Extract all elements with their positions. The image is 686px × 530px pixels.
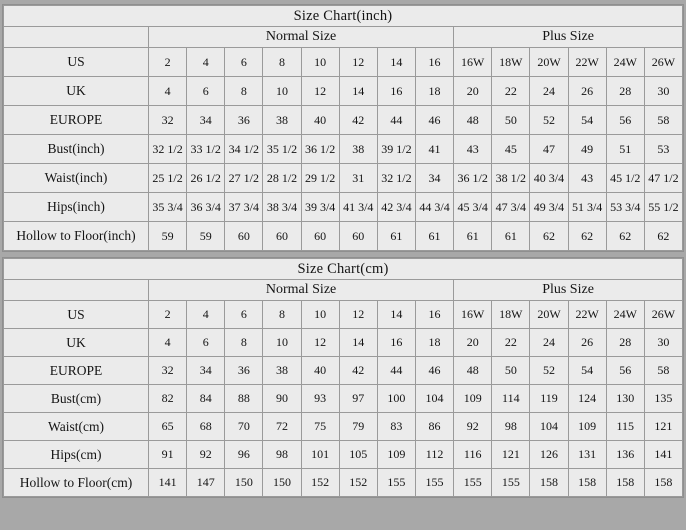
cell: 92 bbox=[187, 441, 225, 469]
cell: 40 bbox=[301, 357, 339, 385]
table-title-row bbox=[4, 259, 683, 280]
cell: 39 3/4 bbox=[301, 193, 339, 222]
cell: 41 bbox=[415, 135, 453, 164]
cell: 98 bbox=[263, 441, 301, 469]
cell: 45 1/2 bbox=[606, 164, 644, 193]
table-row bbox=[4, 413, 683, 441]
cell: 36 1/2 bbox=[454, 164, 492, 193]
cell: 46 bbox=[415, 106, 453, 135]
cell: 32 bbox=[149, 357, 187, 385]
cell: 150 bbox=[263, 469, 301, 497]
cell: 65 bbox=[149, 413, 187, 441]
cell: 36 bbox=[225, 357, 263, 385]
cell: 14 bbox=[377, 301, 415, 329]
cell: 43 bbox=[568, 164, 606, 193]
cell: 10 bbox=[263, 329, 301, 357]
cell: 49 3/4 bbox=[530, 193, 568, 222]
cell: 48 bbox=[454, 106, 492, 135]
cell: 6 bbox=[225, 301, 263, 329]
cell: 12 bbox=[339, 301, 377, 329]
table-row bbox=[4, 441, 683, 469]
cell: 121 bbox=[644, 413, 682, 441]
cell: 52 bbox=[530, 357, 568, 385]
cell: 42 bbox=[339, 106, 377, 135]
cell: 45 3/4 bbox=[454, 193, 492, 222]
cell: 8 bbox=[263, 301, 301, 329]
cell: 116 bbox=[454, 441, 492, 469]
cell: 8 bbox=[263, 48, 301, 77]
cell: 141 bbox=[644, 441, 682, 469]
cell: 158 bbox=[568, 469, 606, 497]
cell: 109 bbox=[377, 441, 415, 469]
table-row bbox=[4, 385, 683, 413]
cell: 104 bbox=[530, 413, 568, 441]
row-label-waist: Waist(inch) bbox=[4, 164, 149, 193]
cell: 152 bbox=[339, 469, 377, 497]
cell: 49 bbox=[568, 135, 606, 164]
cell: 38 3/4 bbox=[263, 193, 301, 222]
cell: 41 3/4 bbox=[339, 193, 377, 222]
cell: 20W bbox=[530, 301, 568, 329]
cell: 105 bbox=[339, 441, 377, 469]
cell: 70 bbox=[225, 413, 263, 441]
cell: 26 1/2 bbox=[187, 164, 225, 193]
cell: 38 bbox=[263, 106, 301, 135]
cell: 47 bbox=[530, 135, 568, 164]
cell: 86 bbox=[415, 413, 453, 441]
cell: 28 bbox=[606, 77, 644, 106]
cell: 51 3/4 bbox=[568, 193, 606, 222]
cell: 27 1/2 bbox=[225, 164, 263, 193]
cell: 75 bbox=[301, 413, 339, 441]
cell: 40 bbox=[301, 106, 339, 135]
cell: 98 bbox=[492, 413, 530, 441]
cell: 54 bbox=[568, 106, 606, 135]
cell: 32 1/2 bbox=[377, 164, 415, 193]
cell: 10 bbox=[263, 77, 301, 106]
cell: 12 bbox=[301, 77, 339, 106]
cell: 26W bbox=[644, 301, 682, 329]
cell: 55 1/2 bbox=[644, 193, 682, 222]
cell: 150 bbox=[225, 469, 263, 497]
table-row bbox=[4, 48, 683, 77]
cell: 32 bbox=[149, 106, 187, 135]
cell: 101 bbox=[301, 441, 339, 469]
cell: 28 1/2 bbox=[263, 164, 301, 193]
row-label-uk: UK bbox=[4, 329, 149, 357]
cell: 147 bbox=[187, 469, 225, 497]
cell: 141 bbox=[149, 469, 187, 497]
cell: 155 bbox=[492, 469, 530, 497]
cell: 115 bbox=[606, 413, 644, 441]
cell: 58 bbox=[644, 357, 682, 385]
cell: 20 bbox=[454, 77, 492, 106]
table-row bbox=[4, 77, 683, 106]
cell: 18W bbox=[492, 48, 530, 77]
cell: 34 bbox=[415, 164, 453, 193]
cell: 158 bbox=[606, 469, 644, 497]
cell: 24W bbox=[606, 301, 644, 329]
group-header-empty bbox=[4, 27, 149, 48]
table-row bbox=[4, 135, 683, 164]
table-row bbox=[4, 164, 683, 193]
cell: 20W bbox=[530, 48, 568, 77]
table-row bbox=[4, 222, 683, 251]
cell: 26W bbox=[644, 48, 682, 77]
cell: 82 bbox=[149, 385, 187, 413]
cell: 6 bbox=[187, 77, 225, 106]
cell: 92 bbox=[454, 413, 492, 441]
cell: 6 bbox=[187, 329, 225, 357]
cell: 35 1/2 bbox=[263, 135, 301, 164]
cell: 61 bbox=[377, 222, 415, 251]
size-chart-cm-block bbox=[2, 257, 684, 498]
cell: 44 bbox=[377, 106, 415, 135]
cell: 158 bbox=[644, 469, 682, 497]
cell: 51 bbox=[606, 135, 644, 164]
cell: 42 bbox=[339, 357, 377, 385]
row-label-waist: Waist(cm) bbox=[4, 413, 149, 441]
cell: 14 bbox=[339, 329, 377, 357]
group-header-plus-size: Plus Size bbox=[454, 27, 683, 48]
cell: 16 bbox=[377, 329, 415, 357]
cell: 24 bbox=[530, 329, 568, 357]
page-title: Size Chart(cm) bbox=[4, 259, 683, 280]
cell: 10 bbox=[301, 301, 339, 329]
group-header-normal-size: Normal Size bbox=[149, 280, 454, 301]
cell: 31 bbox=[339, 164, 377, 193]
cell: 28 bbox=[606, 329, 644, 357]
group-header-normal-size: Normal Size bbox=[149, 27, 454, 48]
cell: 155 bbox=[377, 469, 415, 497]
cell: 91 bbox=[149, 441, 187, 469]
cell: 109 bbox=[568, 413, 606, 441]
cell: 36 bbox=[225, 106, 263, 135]
cell: 16 bbox=[377, 77, 415, 106]
cell: 34 1/2 bbox=[225, 135, 263, 164]
row-label-europe: EUROPE bbox=[4, 357, 149, 385]
cell: 46 bbox=[415, 357, 453, 385]
cell: 135 bbox=[644, 385, 682, 413]
cell: 60 bbox=[263, 222, 301, 251]
cell: 62 bbox=[568, 222, 606, 251]
cell: 14 bbox=[377, 48, 415, 77]
cell: 38 bbox=[339, 135, 377, 164]
cell: 24 bbox=[530, 77, 568, 106]
cell: 4 bbox=[149, 77, 187, 106]
cell: 12 bbox=[339, 48, 377, 77]
cell: 56 bbox=[606, 357, 644, 385]
cell: 35 3/4 bbox=[149, 193, 187, 222]
cell: 59 bbox=[149, 222, 187, 251]
cell: 114 bbox=[492, 385, 530, 413]
cell: 22 bbox=[492, 77, 530, 106]
size-chart-inch-table bbox=[3, 5, 683, 251]
table-row bbox=[4, 106, 683, 135]
table-group-row bbox=[4, 280, 683, 301]
cell: 155 bbox=[454, 469, 492, 497]
cell: 97 bbox=[339, 385, 377, 413]
size-chart-inch-block bbox=[2, 4, 684, 252]
table-row bbox=[4, 329, 683, 357]
cell: 2 bbox=[149, 48, 187, 77]
cell: 93 bbox=[301, 385, 339, 413]
cell: 62 bbox=[530, 222, 568, 251]
cell: 124 bbox=[568, 385, 606, 413]
row-label-hollow-to-floor: Hollow to Floor(inch) bbox=[4, 222, 149, 251]
cell: 26 bbox=[568, 77, 606, 106]
cell: 62 bbox=[606, 222, 644, 251]
cell: 53 bbox=[644, 135, 682, 164]
cell: 45 bbox=[492, 135, 530, 164]
cell: 8 bbox=[225, 77, 263, 106]
cell: 8 bbox=[225, 329, 263, 357]
row-label-bust: Bust(inch) bbox=[4, 135, 149, 164]
cell: 12 bbox=[301, 329, 339, 357]
row-label-europe: EUROPE bbox=[4, 106, 149, 135]
cell: 152 bbox=[301, 469, 339, 497]
cell: 104 bbox=[415, 385, 453, 413]
row-label-hollow-to-floor: Hollow to Floor(cm) bbox=[4, 469, 149, 497]
cell: 4 bbox=[187, 301, 225, 329]
page-title: Size Chart(inch) bbox=[4, 6, 683, 27]
cell: 10 bbox=[301, 48, 339, 77]
cell: 22W bbox=[568, 48, 606, 77]
cell: 126 bbox=[530, 441, 568, 469]
cell: 56 bbox=[606, 106, 644, 135]
cell: 30 bbox=[644, 77, 682, 106]
cell: 44 3/4 bbox=[415, 193, 453, 222]
cell: 119 bbox=[530, 385, 568, 413]
cell: 20 bbox=[454, 329, 492, 357]
cell: 61 bbox=[454, 222, 492, 251]
cell: 90 bbox=[263, 385, 301, 413]
cell: 158 bbox=[530, 469, 568, 497]
table-row bbox=[4, 193, 683, 222]
cell: 96 bbox=[225, 441, 263, 469]
cell: 50 bbox=[492, 106, 530, 135]
cell: 50 bbox=[492, 357, 530, 385]
cell: 53 3/4 bbox=[606, 193, 644, 222]
cell: 36 1/2 bbox=[301, 135, 339, 164]
cell: 16 bbox=[415, 48, 453, 77]
cell: 109 bbox=[454, 385, 492, 413]
cell: 38 1/2 bbox=[492, 164, 530, 193]
table-title-row bbox=[4, 6, 683, 27]
cell: 84 bbox=[187, 385, 225, 413]
table-group-row bbox=[4, 27, 683, 48]
cell: 61 bbox=[492, 222, 530, 251]
cell: 48 bbox=[454, 357, 492, 385]
cell: 112 bbox=[415, 441, 453, 469]
table-row bbox=[4, 301, 683, 329]
row-label-uk: UK bbox=[4, 77, 149, 106]
cell: 34 bbox=[187, 106, 225, 135]
cell: 14 bbox=[339, 77, 377, 106]
cell: 68 bbox=[187, 413, 225, 441]
cell: 59 bbox=[187, 222, 225, 251]
row-label-us: US bbox=[4, 48, 149, 77]
cell: 83 bbox=[377, 413, 415, 441]
cell: 131 bbox=[568, 441, 606, 469]
cell: 4 bbox=[187, 48, 225, 77]
cell: 30 bbox=[644, 329, 682, 357]
cell: 155 bbox=[415, 469, 453, 497]
cell: 18 bbox=[415, 329, 453, 357]
cell: 38 bbox=[263, 357, 301, 385]
cell: 36 3/4 bbox=[187, 193, 225, 222]
cell: 58 bbox=[644, 106, 682, 135]
cell: 121 bbox=[492, 441, 530, 469]
cell: 22 bbox=[492, 329, 530, 357]
cell: 16W bbox=[454, 301, 492, 329]
cell: 43 bbox=[454, 135, 492, 164]
cell: 16 bbox=[415, 301, 453, 329]
cell: 18 bbox=[415, 77, 453, 106]
cell: 47 1/2 bbox=[644, 164, 682, 193]
size-chart-cm-table bbox=[3, 258, 683, 497]
cell: 25 1/2 bbox=[149, 164, 187, 193]
group-header-empty bbox=[4, 280, 149, 301]
cell: 61 bbox=[415, 222, 453, 251]
row-label-hips: Hips(cm) bbox=[4, 441, 149, 469]
cell: 39 1/2 bbox=[377, 135, 415, 164]
row-label-bust: Bust(cm) bbox=[4, 385, 149, 413]
cell: 26 bbox=[568, 329, 606, 357]
cell: 6 bbox=[225, 48, 263, 77]
cell: 33 1/2 bbox=[187, 135, 225, 164]
row-label-us: US bbox=[4, 301, 149, 329]
cell: 79 bbox=[339, 413, 377, 441]
cell: 34 bbox=[187, 357, 225, 385]
cell: 88 bbox=[225, 385, 263, 413]
table-row bbox=[4, 357, 683, 385]
cell: 42 3/4 bbox=[377, 193, 415, 222]
cell: 18W bbox=[492, 301, 530, 329]
cell: 130 bbox=[606, 385, 644, 413]
cell: 37 3/4 bbox=[225, 193, 263, 222]
cell: 60 bbox=[301, 222, 339, 251]
cell: 32 1/2 bbox=[149, 135, 187, 164]
cell: 60 bbox=[225, 222, 263, 251]
cell: 40 3/4 bbox=[530, 164, 568, 193]
cell: 72 bbox=[263, 413, 301, 441]
cell: 54 bbox=[568, 357, 606, 385]
cell: 52 bbox=[530, 106, 568, 135]
cell: 100 bbox=[377, 385, 415, 413]
cell: 22W bbox=[568, 301, 606, 329]
cell: 24W bbox=[606, 48, 644, 77]
group-header-plus-size: Plus Size bbox=[454, 280, 683, 301]
cell: 60 bbox=[339, 222, 377, 251]
cell: 62 bbox=[644, 222, 682, 251]
cell: 4 bbox=[149, 329, 187, 357]
cell: 47 3/4 bbox=[492, 193, 530, 222]
cell: 136 bbox=[606, 441, 644, 469]
cell: 16W bbox=[454, 48, 492, 77]
cell: 2 bbox=[149, 301, 187, 329]
cell: 29 1/2 bbox=[301, 164, 339, 193]
row-label-hips: Hips(inch) bbox=[4, 193, 149, 222]
table-row bbox=[4, 469, 683, 497]
cell: 44 bbox=[377, 357, 415, 385]
